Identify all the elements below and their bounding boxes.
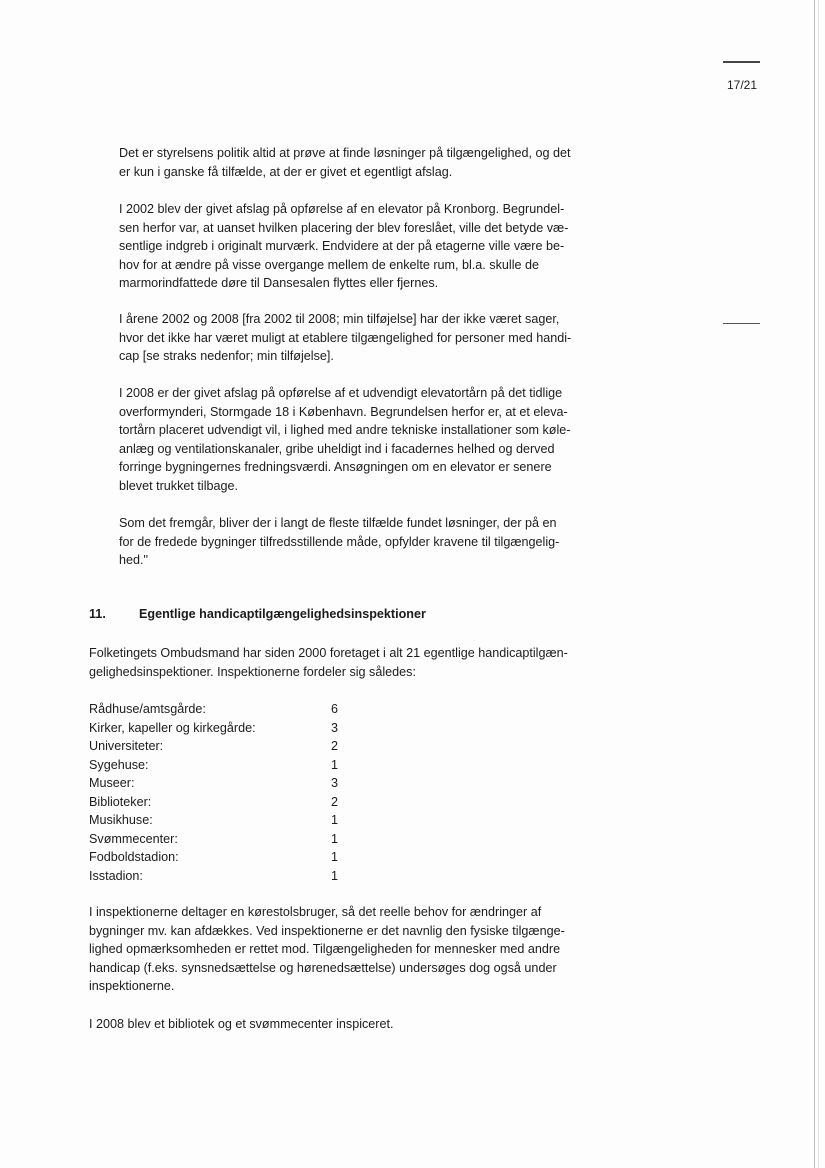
row-value: 6 bbox=[330, 702, 338, 716]
header-rule bbox=[723, 61, 760, 63]
text-line: er kun i ganske få tilfælde, at der er givet et egentligt afslag. bbox=[119, 164, 453, 179]
text-line: for de fredede bygninger tilfredsstillende måde, opfylder kravene til tilgængelig- bbox=[119, 534, 560, 549]
text-line: blevet trukket tilbage. bbox=[119, 478, 239, 493]
row-label: Musikhuse: bbox=[89, 813, 153, 827]
text-line: anlæg og ventilationskanaler, gribe uheldigt ind i facadernes helhed og derved bbox=[119, 441, 555, 456]
scan-edge-line bbox=[814, 0, 815, 1168]
inspections-table bbox=[89, 700, 349, 885]
text-line: sentlige indgreb i originalt murværk. Endvidere at der på etagerne ville være be- bbox=[119, 239, 565, 253]
text-line: cap [se straks nedenfor; min tilføjelse]. bbox=[119, 349, 334, 363]
row-label: Biblioteker: bbox=[89, 794, 152, 809]
table-row bbox=[89, 774, 349, 793]
closing-paragraph bbox=[89, 1015, 594, 1034]
text-line: Som det fremgår, bliver der i langt de fleste tilfælde fundet løsninger, der på en bbox=[119, 516, 557, 530]
table-row bbox=[89, 867, 349, 886]
text-line: forringe bygningernes fredningsværdi. Ansøgningen om en elevator er senere bbox=[119, 460, 552, 474]
table-row bbox=[89, 830, 349, 849]
text-line: hed." bbox=[119, 553, 148, 567]
table-row bbox=[89, 793, 349, 812]
row-value: 2 bbox=[330, 794, 338, 809]
row-value: 3 bbox=[330, 776, 338, 790]
text-line: I årene 2002 og 2008 [fra 2002 til 2008; min tilføjelse] har der ikke været sager, bbox=[119, 312, 560, 326]
row-label: Svømmecenter: bbox=[89, 831, 178, 846]
table-row bbox=[89, 848, 349, 867]
text-line: lighed opmærksomheden er rettet mod. Tilgængeligheden for mennesker med andre bbox=[89, 942, 561, 956]
row-value: 1 bbox=[330, 868, 338, 883]
row-value: 1 bbox=[330, 757, 338, 772]
table-row bbox=[89, 719, 349, 738]
row-label: Kirker, kapeller og kirkegårde: bbox=[89, 720, 256, 735]
text-line: overformynderi, Stormgade 18 i København. Begrundelsen herfor er, at et eleva- bbox=[119, 404, 568, 419]
text-line: I 2008 blev et bibliotek og et svømmecenter inspiceret. bbox=[89, 1017, 394, 1031]
row-label: Sygehuse: bbox=[89, 757, 149, 772]
text-line: marmorindfattede døre til Dansesalen flyttes eller fjernes. bbox=[119, 276, 439, 290]
text-line: sen herfor var, at uanset hvilken placering der blev foreslået, ville det betyde væ- bbox=[119, 220, 569, 235]
quote-paragraph-3 bbox=[119, 310, 599, 366]
table-row bbox=[89, 756, 349, 775]
text-line: I inspektionerne deltager en kørestolsbruger, så det reelle behov for ændringer af bbox=[89, 905, 542, 919]
page-number: 17/21 bbox=[727, 78, 758, 92]
margin-mark bbox=[723, 323, 760, 324]
participation-paragraph bbox=[89, 903, 594, 996]
section-heading bbox=[89, 607, 426, 621]
text-line: hvor det ikke har været muligt at etablere tilgængelighed for personer med handi- bbox=[119, 330, 572, 345]
section-number: 11. bbox=[89, 607, 106, 621]
quote-paragraph-4 bbox=[119, 384, 599, 495]
text-line: I 2002 blev der givet afslag på opførelse af en elevator på Kronborg. Begrundel- bbox=[119, 202, 565, 216]
row-value: 2 bbox=[330, 739, 338, 753]
row-value: 1 bbox=[330, 831, 338, 846]
text-line: inspektionerne. bbox=[89, 979, 175, 993]
table-row bbox=[89, 737, 349, 756]
scan-edge-line-secondary bbox=[818, 0, 819, 1168]
section-title: Egentlige handicaptilgængelighedsinspektioner bbox=[139, 607, 426, 621]
text-line: gelighedsinspektioner. Inspektionerne fordeler sig således: bbox=[89, 664, 416, 679]
row-label: Fodboldstadion: bbox=[89, 850, 179, 864]
text-line: hov for at ændre på visse overgange mellem de enkelte rum, bl.a. skulle de bbox=[119, 257, 540, 272]
row-value: 1 bbox=[330, 850, 338, 864]
quote-paragraph-2 bbox=[119, 200, 599, 293]
text-line: Folketingets Ombudsmand har siden 2000 foretaget i alt 21 egentlige handicaptilgæn- bbox=[89, 646, 568, 660]
row-label: Isstadion: bbox=[89, 868, 143, 883]
row-label: Rådhuse/amtsgårde: bbox=[89, 702, 206, 716]
text-line: tortårn placeret udvendigt vil, i lighed med andre tekniske installationer som køle- bbox=[119, 423, 571, 437]
row-value: 1 bbox=[330, 813, 338, 827]
text-line: handicap (f.eks. synsnedsættelse og hørenedsættelse) undersøges dog også under bbox=[89, 960, 557, 975]
row-label: Museer: bbox=[89, 776, 135, 790]
table-row bbox=[89, 811, 349, 830]
text-line: Det er styrelsens politik altid at prøve at finde løsninger på tilgængelighed, og det bbox=[119, 146, 571, 160]
quote-paragraph-5 bbox=[119, 514, 599, 570]
row-value: 3 bbox=[330, 720, 338, 735]
text-line: bygninger mv. kan afdækkes. Ved inspektionerne er det navnlig den fysiske tilgænge- bbox=[89, 923, 565, 938]
quote-paragraph-1 bbox=[119, 144, 599, 181]
row-label: Universiteter: bbox=[89, 739, 164, 753]
intro-paragraph bbox=[89, 644, 594, 681]
table-row bbox=[89, 700, 349, 719]
text-line: I 2008 er der givet afslag på opførelse af et udvendigt elevatortårn på det tidlige bbox=[119, 386, 563, 400]
